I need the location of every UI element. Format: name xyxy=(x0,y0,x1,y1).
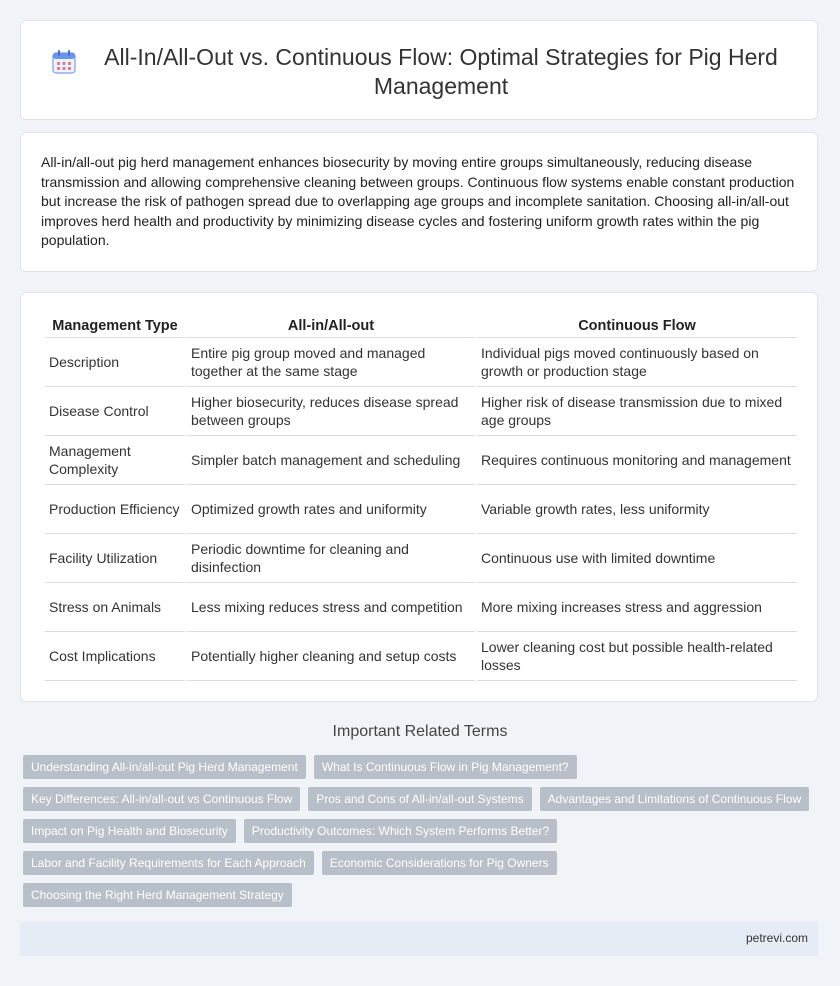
all-in-cell: Less mixing reduces stress and competition xyxy=(187,583,475,632)
all-in-cell: Potentially higher cleaning and setup costs xyxy=(187,632,475,681)
table-row xyxy=(45,583,797,632)
related-term-tag[interactable]: Productivity Outcomes: Which System Performs Better? xyxy=(244,819,557,843)
related-term-tag[interactable]: Pros and Cons of All-in/all-out Systems xyxy=(308,787,531,811)
related-term-tag[interactable]: Labor and Facility Requirements for Each Approach xyxy=(23,851,314,875)
related-term-tag[interactable]: Understanding All-in/all-out Pig Herd Management xyxy=(23,755,306,779)
continuous-cell: Individual pigs moved continuously based on growth or production stage xyxy=(477,338,797,387)
related-term-tag[interactable]: Impact on Pig Health and Biosecurity xyxy=(23,819,236,843)
site-name[interactable]: petrevi.com xyxy=(745,931,808,945)
table-row xyxy=(45,387,797,436)
intro-card xyxy=(20,132,818,272)
table-header-row xyxy=(45,315,797,338)
continuous-cell: Higher risk of disease transmission due to mixed age groups xyxy=(477,387,797,436)
footer xyxy=(20,922,818,956)
related-term-tag[interactable]: Choosing the Right Herd Management Strategy xyxy=(23,883,292,907)
row-label: Description xyxy=(45,338,185,387)
row-label: Facility Utilization xyxy=(45,534,185,583)
page-title: All-In/All-Out vs. Continuous Flow: Optimal Strategies for Pig Herd Management xyxy=(104,44,778,99)
continuous-cell: Requires continuous monitoring and management xyxy=(477,436,797,485)
header-all-in-all-out: All-in/All-out xyxy=(187,315,475,338)
all-in-cell: Periodic downtime for cleaning and disinfection xyxy=(187,534,475,583)
table-row xyxy=(45,436,797,485)
table-row xyxy=(45,632,797,681)
related-term-tag[interactable]: Key Differences: All-in/all-out vs Continuous Flow xyxy=(23,787,300,811)
related-terms-heading: Important Related Terms xyxy=(332,723,508,740)
calendar-icon xyxy=(49,47,79,77)
row-label: Management Complexity xyxy=(45,436,185,485)
header-management-type: Management Type xyxy=(45,315,185,338)
table-row xyxy=(45,485,797,534)
related-term-tag[interactable]: Advantages and Limitations of Continuous Flow xyxy=(540,787,809,811)
row-label: Disease Control xyxy=(45,387,185,436)
continuous-cell: Lower cleaning cost but possible health-related losses xyxy=(477,632,797,681)
related-term-tag[interactable]: What Is Continuous Flow in Pig Management? xyxy=(314,755,577,779)
continuous-cell: Variable growth rates, less uniformity xyxy=(477,485,797,534)
related-term-tag[interactable]: Economic Considerations for Pig Owners xyxy=(322,851,557,875)
row-label: Cost Implications xyxy=(45,632,185,681)
row-label: Stress on Animals xyxy=(45,583,185,632)
comparison-table xyxy=(43,315,799,681)
table-row xyxy=(45,534,797,583)
all-in-cell: Entire pig group moved and managed together at the same stage xyxy=(187,338,475,387)
all-in-cell: Higher biosecurity, reduces disease spread between groups xyxy=(187,387,475,436)
comparison-table-card xyxy=(20,292,818,702)
intro-paragraph: All-in/all-out pig herd management enhances biosecurity by moving entire groups simultaneously, reducing disease transmission and allowing comprehensive cleaning between groups. Continuous flow systems enable constant production but increase the risk of pathogen spread due to overlapping age groups and incomplete sanitation. Choosing all-in/all-out improves herd health and productivity by minimizing disease cycles and fostering uniform growth rates within the pig population. xyxy=(41,154,795,248)
title-card xyxy=(20,20,818,120)
all-in-cell: Optimized growth rates and uniformity xyxy=(187,485,475,534)
related-terms-list xyxy=(23,755,823,915)
header-continuous-flow: Continuous Flow xyxy=(477,315,797,338)
all-in-cell: Simpler batch management and scheduling xyxy=(187,436,475,485)
continuous-cell: More mixing increases stress and aggression xyxy=(477,583,797,632)
table-row xyxy=(45,338,797,387)
row-label: Production Efficiency xyxy=(45,485,185,534)
continuous-cell: Continuous use with limited downtime xyxy=(477,534,797,583)
